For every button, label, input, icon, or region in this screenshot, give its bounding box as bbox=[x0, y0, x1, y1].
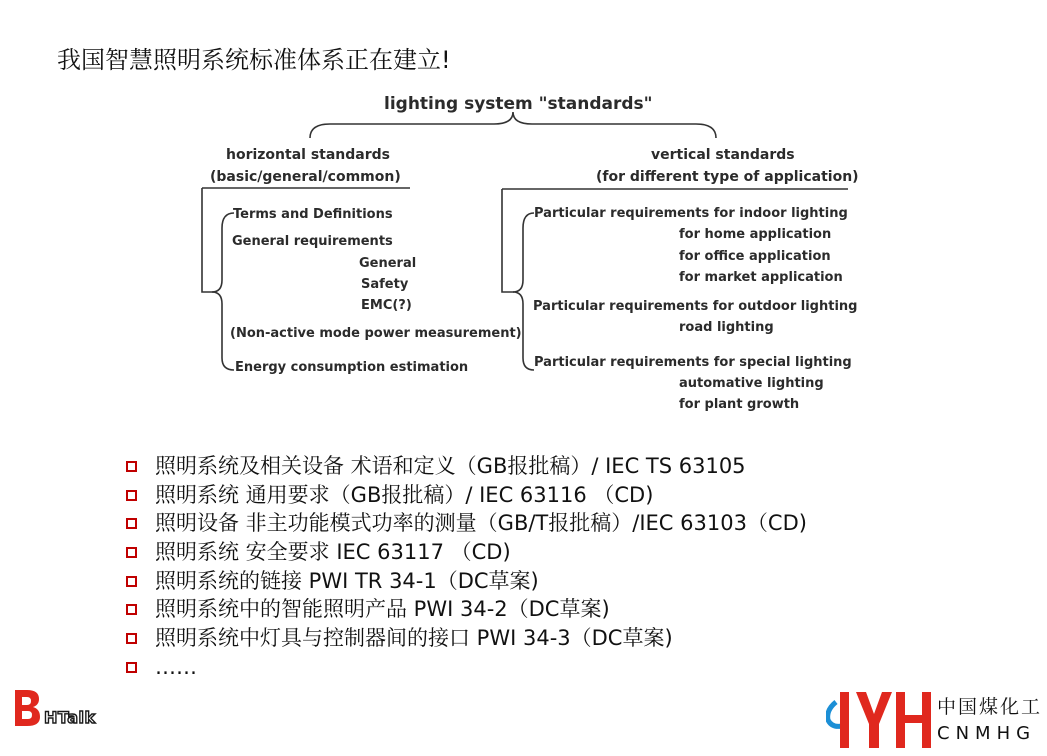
square-bullet-icon bbox=[126, 547, 137, 558]
vertical-subitem: for market application bbox=[679, 270, 843, 285]
vertical-subitem: for home application bbox=[679, 227, 832, 242]
list-item bbox=[126, 567, 807, 596]
vertical-subitem: for office application bbox=[679, 249, 831, 264]
list-item-text: …… bbox=[155, 654, 197, 679]
left-outer-bracket bbox=[202, 188, 214, 292]
top-brace bbox=[310, 112, 716, 138]
horizontal-subitem: General bbox=[359, 256, 417, 271]
square-bullet-icon bbox=[126, 490, 137, 501]
horizontal-subitem: EMC(?) bbox=[361, 298, 412, 313]
right-outer-bracket bbox=[502, 189, 514, 292]
square-bullet-icon bbox=[126, 604, 137, 615]
list-item-text: 照明系统 安全要求 IEC 63117 （CD) bbox=[155, 540, 511, 565]
vertical-item: Particular requirements for special lighting bbox=[534, 355, 852, 370]
horizontal-item: General requirements bbox=[232, 234, 393, 249]
list-item-text: 照明系统中灯具与控制器间的接口 PWI 34-3（DC草案) bbox=[155, 626, 673, 651]
diagram-title: lighting system "standards" bbox=[384, 94, 653, 114]
square-bullet-icon bbox=[126, 518, 137, 529]
horizontal-subitem: Safety bbox=[361, 277, 409, 292]
cnmhg-logo-chinese: 中国煤化工 bbox=[937, 696, 1043, 718]
horizontal-item: Energy consumption estimation bbox=[235, 360, 469, 375]
list-item bbox=[126, 624, 807, 653]
square-bullet-icon bbox=[126, 576, 137, 587]
horizontal-subheading: (basic/general/common) bbox=[210, 169, 401, 185]
cnmhg-logo-icon bbox=[826, 688, 934, 750]
horizontal-item: (Non-active mode power measurement) bbox=[230, 326, 522, 341]
list-item bbox=[126, 509, 807, 538]
list-item-text: 照明系统中的智能照明产品 PWI 34-2（DC草案) bbox=[155, 597, 610, 622]
vertical-item: Particular requirements for indoor lighting bbox=[534, 206, 848, 221]
htalk-logo-text: HTalk bbox=[44, 708, 96, 727]
list-item bbox=[126, 653, 807, 682]
vertical-subitem: for plant growth bbox=[679, 397, 800, 412]
vertical-subitem: road lighting bbox=[679, 320, 774, 335]
vertical-item: Particular requirements for outdoor lighting bbox=[533, 299, 858, 314]
standards-list bbox=[126, 452, 807, 682]
list-item bbox=[126, 538, 807, 567]
horizontal-item: Terms and Definitions bbox=[233, 207, 393, 222]
square-bullet-icon bbox=[126, 662, 137, 673]
list-item-text: 照明系统及相关设备 术语和定义（GB报批稿）/ IEC TS 63105 bbox=[155, 454, 746, 478]
list-item-text: 照明系统的链接 PWI TR 34-1（DC草案) bbox=[155, 568, 539, 593]
square-bullet-icon bbox=[126, 461, 137, 472]
list-item bbox=[126, 452, 807, 481]
list-item-text: 照明设备 非主功能模式功率的测量（GB/T报批稿）/IEC 63103（CD) bbox=[155, 511, 807, 536]
square-bullet-icon bbox=[126, 633, 137, 644]
htalk-b-logo-icon bbox=[12, 688, 42, 728]
right-inner-brace bbox=[513, 213, 534, 370]
horizontal-heading: horizontal standards bbox=[226, 147, 391, 163]
list-item bbox=[126, 595, 807, 624]
list-item bbox=[126, 481, 807, 510]
vertical-heading: vertical standards bbox=[651, 147, 795, 163]
cnmhg-logo-english: CNMHG bbox=[937, 723, 1037, 744]
page-title: 我国智慧照明系统标准体系正在建立! bbox=[57, 46, 451, 74]
vertical-subitem: automative lighting bbox=[679, 376, 824, 391]
vertical-subheading: (for different type of application) bbox=[596, 169, 859, 185]
left-inner-brace bbox=[212, 213, 234, 370]
list-item-text: 照明系统 通用要求（GB报批稿）/ IEC 63116 （CD) bbox=[155, 482, 654, 507]
